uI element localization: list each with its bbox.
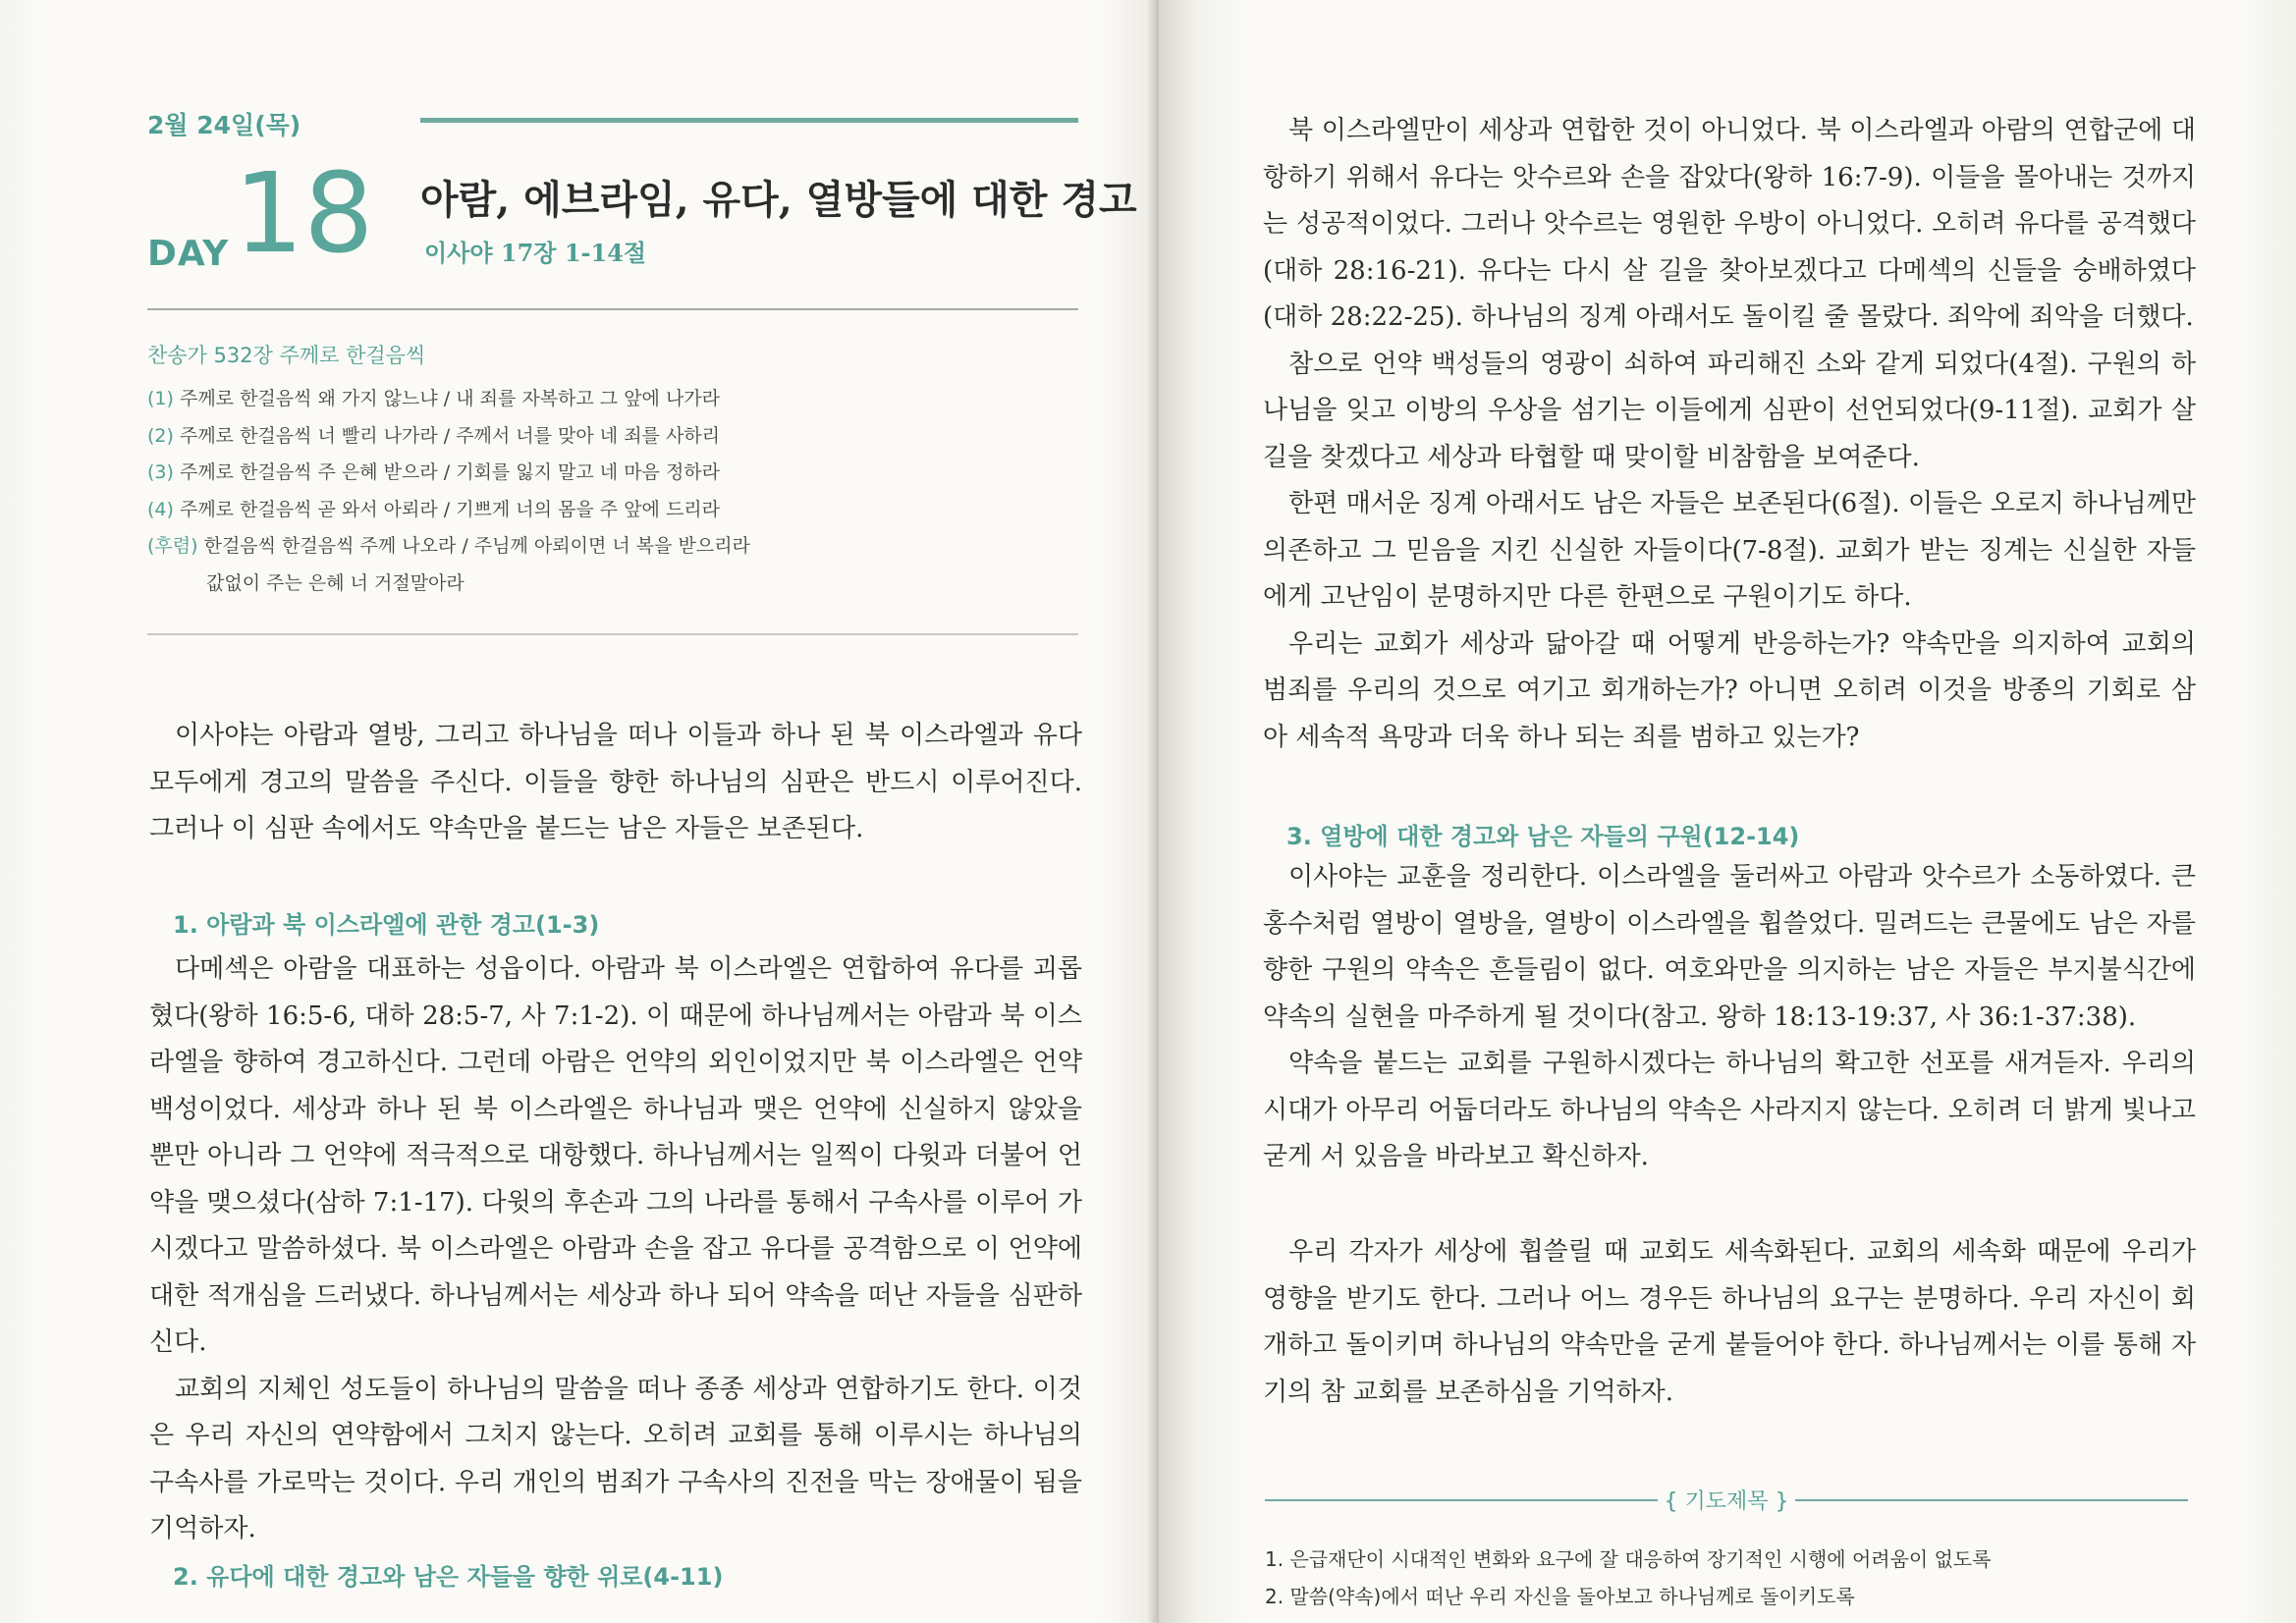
prayer-label: { 기도제목 } — [1664, 1489, 1789, 1514]
section-1-title: 1. 아람과 북 이스라엘에 관한 경고(1-3) — [173, 911, 600, 939]
hymn-verse: (2) 주께로 한걸음씩 너 빨리 나가라 / 주께서 너를 맞아 네 죄를 사하리 — [147, 424, 721, 447]
hymn-verse: (3) 주께로 한걸음씩 주 은혜 받으라 / 기회를 잃지 말고 네 마음 정하라 — [147, 461, 721, 483]
scripture-reference: 이사야 17장 1-14절 — [424, 239, 647, 267]
prayer-rule-left — [1265, 1499, 1658, 1501]
closing-paragraph: 우리 각자가 세상에 휩쓸릴 때 교회도 세속화된다. 교회의 세속화 때문에 우리가 영향을 받기도 한다. 그러나 어느 경우든 하나님의 요구는 분명하다. 우리 자신이 회개하고 돌이키며 하나님의 약속만을 굳게 붙들어야 한다. 하나님께서는 이를 통해 자기의 참 교회를 보존하심을 기억하자. — [1263, 1237, 2196, 1407]
section-3-title: 3. 열방에 대한 경고와 남은 자들의 구원(12-14) — [1286, 823, 1800, 850]
section-1-body: 다메섹은 아람을 대표하는 성읍이다. 아람과 북 이스라엘은 연합하여 유다를 괴롭혔다(왕하 16:5-6, 대하 28:5-7, 사 7:1-2). 이 때문에 하나님께서는 아람과 북 이스라엘을 향하여 경고하신다. 그런데 아람은 언약의 외인이었지만 북 이스라엘은 언약백성이었다. 세상과 하나 된 북 이스라엘은 하나님과 맺은 언약에 신실하지 않았을 뿐만 아니라 그 언약에 적극적으로 대항했다. 하나님께서는 일찍이 다윗과 더불어 언약을 맺으셨다(삼하 7:1-17). 다윗의 후손과 그의 나라를 통해서 구속사를 이루어 가시겠다고 말씀하셨다. 북 이스라엘은 아람과 손을 잡고 유다를 공격함으로 이 언약에 대한 적개심을 드러냈다. 하나님께서는 세상과 하나 되어 약속을 떠난 자들을 심판하신다. 교회의 지체인 성도들이 하나님의 말씀을 떠나 종종 세상과 연합하기도 한다. 이것은 우리 자신의 연약함에서 그치지 않는다. 오히려 교회를 통해 이루시는 하나님의 구속사를 가로막는 것이다. 우리 개인의 범죄가 구속사의 진전을 막는 장애물이 됨을 기억하자. — [149, 954, 1082, 1543]
prayer-header — [1265, 1485, 2188, 1514]
day-number: 18 — [234, 150, 374, 278]
hymn-verse: (4) 주께로 한걸음씩 곧 와서 아뢰라 / 기쁘게 너의 몸을 주 앞에 드리라 — [147, 498, 721, 520]
date-label: 2월 24일(목) — [147, 111, 301, 139]
prayer-item-1: 1. 은급재단이 시대적인 변화와 요구에 잘 대응하여 장기적인 시행에 어려움이 없도록 — [1265, 1547, 1992, 1571]
hymn-divider — [147, 633, 1078, 635]
prayer-rule-right — [1795, 1499, 2188, 1501]
day-label: DAY — [147, 234, 230, 274]
section-2-body: 북 이스라엘만이 세상과 연합한 것이 아니었다. 북 이스라엘과 아람의 연합군에 대항하기 위해서 유다는 앗수르와 손을 잡았다(왕하 16:7-9). 이들을 몰아내는 것까지는 성공적이었다. 그러나 앗수르는 영원한 우방이 아니었다. 오히려 유다를 공격했다(대하 28:16-21). 유다는 다시 살 길을 찾아보겠다고 다메섹의 신들을 숭배하였다(대하 28:22-25). 하나님의 징계 아래서도 돌이킬 줄 몰랐다. 죄악에 죄악을 더했다. 참으로 언약 백성들의 영광이 쇠하여 파리해진 소와 같게 되었다(4절). 구원의 하나님을 잊고 이방의 우상을 섬기는 이들에게 심판이 선언되었다(9-11절). 교회가 살 길을 찾겠다고 세상과 타협할 때 맞이할 비참함을 보여준다. 한편 매서운 징계 아래서도 남은 자들은 보존된다(6절). 이들은 오로지 하나님께만 의존하고 그 믿음을 지킨 신실한 자들이다(7-8절). 교회가 받는 징계는 신실한 자들에게 고난임이 분명하지만 다른 한편으로 구원이기도 하다. 우리는 교회가 세상과 닮아갈 때 어떻게 반응하는가? 약속만을 의지하여 교회의 범죄를 우리의 것으로 여기고 회개하는가? 아니면 오히려 이것을 방종의 기회로 삼아 세속적 욕망과 더욱 하나 되는 죄를 범하고 있는가? — [1263, 116, 2196, 752]
section-2-title: 2. 유다에 대한 경고와 남은 자들을 향한 위로(4-11) — [173, 1563, 724, 1591]
page-title: 아람, 에브라임, 유다, 열방들에 대한 경고 — [420, 177, 1137, 223]
header-divider — [147, 308, 1078, 310]
section-3-body: 이사야는 교훈을 정리한다. 이스라엘을 둘러싸고 아람과 앗수르가 소동하였다. 큰 홍수처럼 열방이 열방을, 열방이 이스라엘을 휩쓸었다. 밀려드는 큰물에도 남은 자를 향한 구원의 약속은 흔들림이 없다. 여호와만을 의지하는 남은 자들은 부지불식간에 약속의 실현을 마주하게 될 것이다(참고. 왕하 18:13-19:37, 사 36:1-37:38). 약속을 붙드는 교회를 구원하시겠다는 하나님의 확고한 선포를 새겨듣자. 우리의 시대가 아무리 어둡더라도 하나님의 약속은 사라지지 않는다. 오히려 더 밝게 빛나고 굳게 서 있음을 바라보고 확신하자. — [1263, 862, 2196, 1171]
hymn-verse: (1) 주께로 한걸음씩 왜 가지 않느냐 / 내 죄를 자복하고 그 앞에 나가라 — [147, 388, 721, 409]
right-page — [1159, 0, 2296, 1623]
prayer-item-2: 2. 말씀(약속)에서 떠난 우리 자신을 돌아보고 하나님께로 돌이키도록 — [1265, 1585, 1855, 1608]
intro-paragraph: 이사야는 아람과 열방, 그리고 하나님을 떠나 이들과 하나 된 북 이스라엘과 유다 모두에게 경고의 말씀을 주신다. 이들을 향한 하나님의 심판은 반드시 이루어진다. 그러나 이 심판 속에서도 약속만을 붙드는 남은 자들은 보존된다. — [149, 721, 1082, 843]
hymn-block — [147, 340, 1070, 602]
hymn-refrain: (후렴) 한걸음씩 한걸음씩 주께 나오라 / 주님께 아뢰이면 너 복을 받으리라 — [147, 535, 750, 557]
hymn-title: 찬송가 532장 주께로 한걸음씩 — [147, 344, 426, 367]
hymn-refrain-cont: 값없이 주는 은혜 너 거절말아라 — [206, 571, 465, 594]
header-rule — [420, 118, 1078, 123]
